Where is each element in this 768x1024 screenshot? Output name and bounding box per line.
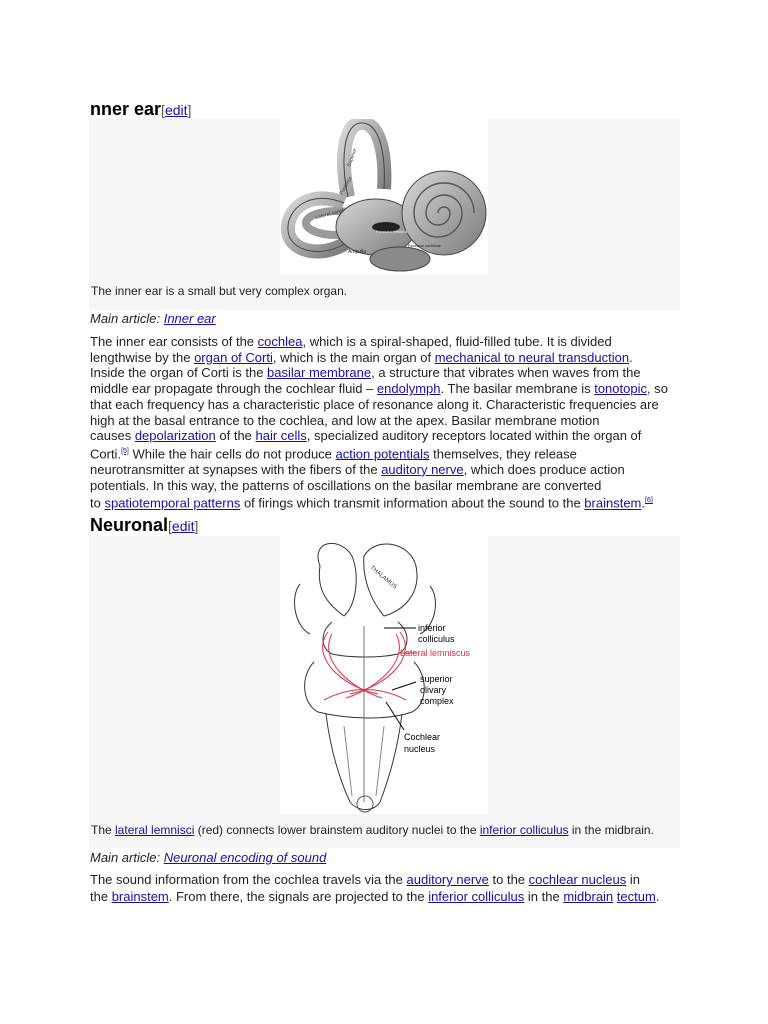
- link-spatiotemporal-patterns[interactable]: spatiotemporal patterns: [104, 495, 241, 511]
- text: to: [90, 495, 105, 511]
- text: , which does produce action: [463, 461, 625, 477]
- label-superior: superior: [420, 674, 453, 684]
- edit-link[interactable]: edit: [171, 518, 195, 534]
- section-heading-inner-ear: [90, 98, 191, 121]
- text: to the: [488, 872, 529, 887]
- label-nucleus: nucleus: [404, 744, 436, 754]
- hatnote-prefix: Main article:: [90, 311, 164, 326]
- text: the: [90, 888, 112, 904]
- edit-section-link-wrapper: [edit]: [168, 518, 199, 534]
- paragraph-inner-ear: [90, 334, 690, 511]
- link-depolarization[interactable]: depolarization: [134, 428, 216, 444]
- link-inner-ear[interactable]: Inner ear: [163, 311, 216, 326]
- label-olivary: olivary: [420, 685, 447, 695]
- text: that each frequency has a characteristic place of resonance along it. Characteristic frequencies are: [90, 396, 659, 412]
- hatnote-main-article: [90, 850, 326, 866]
- label-lateral-canal: Lateral canal: [314, 207, 345, 221]
- link-lateral-lemnisci[interactable]: lateral lemnisci: [115, 823, 195, 837]
- label-posterior: Posterior: [338, 175, 354, 196]
- figure-caption: [91, 822, 654, 838]
- link-auditory-nerve[interactable]: auditory nerve: [381, 461, 464, 477]
- edit-section-link-wrapper: [edit]: [161, 102, 192, 118]
- link-tectum[interactable]: tectum: [616, 888, 656, 904]
- text: middle ear propagate through the cochlear fluid –: [90, 381, 377, 397]
- figure-caption: The inner ear is a small but very complex organ.: [91, 284, 348, 298]
- link-cochlea[interactable]: cochlea: [257, 334, 303, 349]
- label-ampulla: Ampulla: [348, 249, 367, 255]
- label-lateral-lemniscus: Lateral lemniscus: [400, 648, 471, 658]
- text: .: [655, 888, 660, 904]
- text: of firings which transmit information about the sound to the: [240, 495, 585, 511]
- section-heading-neuronal: [90, 514, 198, 537]
- text: neurotransmitter at synapses with the fibers of the: [90, 461, 382, 477]
- link-brainstem[interactable]: brainstem: [111, 888, 169, 904]
- text: in: [626, 872, 640, 887]
- hatnote-main-article: [90, 311, 216, 327]
- text: Inside the organ of Corti is the: [90, 365, 268, 381]
- reference-6[interactable]: [6]: [645, 497, 653, 505]
- text: in the: [524, 888, 564, 904]
- link-basilar-membrane[interactable]: basilar membrane: [267, 365, 372, 381]
- text: lengthwise by the: [90, 349, 195, 365]
- label-fenestra-cochleae: Fenestra cochleae: [408, 243, 441, 248]
- link-organ-of-corti[interactable]: organ of Corti: [194, 349, 273, 365]
- label-superior: Superior: [346, 147, 359, 168]
- link-hair-cells[interactable]: hair cells: [255, 428, 307, 444]
- text: of the: [215, 428, 256, 444]
- text: Corti.: [90, 446, 122, 462]
- text: , which is a spiral-shaped, fluid-filled tube. It is divided: [302, 334, 612, 349]
- reference-5[interactable]: [5]: [121, 447, 129, 455]
- label-thalamus: THALAMUS: [368, 564, 398, 591]
- text: . From there, the signals are projected to the: [168, 888, 429, 904]
- link-mechanical-transduction[interactable]: mechanical to neural transduction: [434, 349, 630, 365]
- label-cochlear: Cochlear: [404, 732, 441, 742]
- text: causes: [90, 428, 135, 444]
- edit-link[interactable]: edit: [164, 102, 188, 118]
- text: (red) connects lower brainstem auditory nuclei to the: [194, 823, 480, 837]
- text: , specialized auditory receptors located within the organ of: [306, 428, 642, 444]
- label-inferior: inferior: [418, 623, 446, 633]
- text: .: [629, 349, 633, 365]
- link-tonotopic[interactable]: tonotopic: [594, 381, 647, 397]
- section-title: Neuronal: [90, 515, 169, 535]
- section-title: nner ear: [90, 99, 162, 119]
- text: , a structure that vibrates when waves from the: [371, 365, 641, 381]
- link-cochlear-nucleus[interactable]: cochlear nucleus: [528, 872, 627, 887]
- text: themselves, they release: [429, 446, 577, 462]
- link-auditory-nerve[interactable]: auditory nerve: [406, 872, 489, 887]
- link-action-potentials[interactable]: action potentials: [335, 446, 430, 462]
- figure-inner-ear: [89, 119, 680, 310]
- hatnote-prefix: Main article:: [90, 850, 164, 865]
- link-brainstem[interactable]: brainstem: [584, 495, 642, 511]
- paragraph-neuronal: [90, 872, 690, 905]
- brainstem-diagram-image: [280, 536, 488, 814]
- text: in the midbrain.: [568, 823, 654, 837]
- link-neuronal-encoding[interactable]: Neuronal encoding of sound: [163, 850, 327, 865]
- text: .: [641, 495, 645, 511]
- link-inferior-colliculus[interactable]: inferior colliculus: [428, 888, 525, 904]
- text: , which is the main organ of: [272, 349, 435, 365]
- text: While the hair cells do not produce: [128, 446, 336, 462]
- label-colliculus: colliculus: [418, 634, 455, 644]
- link-midbrain[interactable]: midbrain: [563, 888, 614, 904]
- inner-ear-image: [280, 119, 488, 275]
- text: The: [91, 823, 116, 837]
- text: The sound information from the cochlea travels via the: [90, 872, 407, 887]
- link-inferior-colliculus[interactable]: inferior colliculus: [479, 823, 569, 837]
- text: high at the basal entrance to the cochlea, and low at the apex. Basilar membrane motion: [90, 412, 600, 428]
- label-fenestra: Fenestra vestibuli: [376, 229, 408, 234]
- text: , so: [646, 381, 668, 397]
- label-complex: complex: [420, 696, 454, 706]
- text: The inner ear consists of the: [90, 334, 258, 349]
- link-endolymph[interactable]: endolymph: [376, 381, 441, 397]
- figure-brainstem: [89, 536, 680, 848]
- text: potentials. In this way, the patterns of oscillations on the basilar membrane are converted: [90, 477, 602, 493]
- text: . The basilar membrane is: [440, 381, 595, 397]
